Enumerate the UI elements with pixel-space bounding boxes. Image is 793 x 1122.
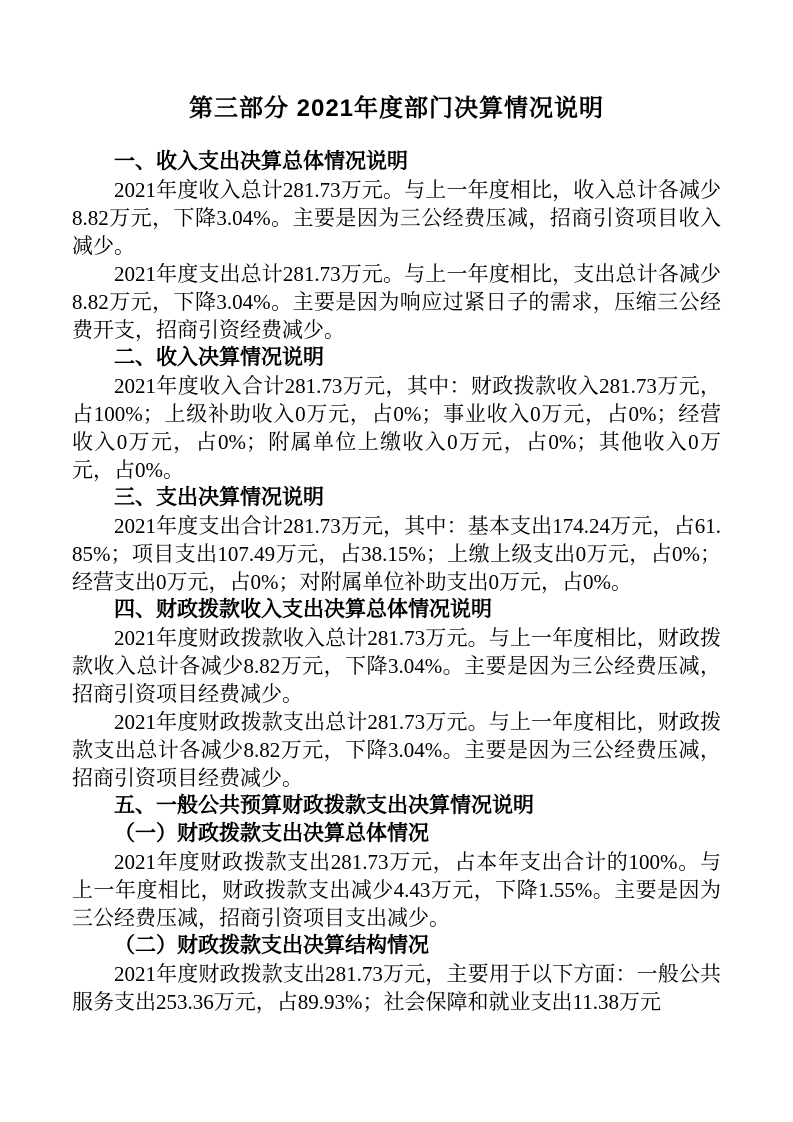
section-5-subsection-1-paragraph-1: 2021年度财政拨款支出281.73万元，占本年支出合计的100%。与上一年度相比，财政拨款支出减少4.43万元，下降1.55%。主要是因为三公经费压减，招商引资项目支出减少。 (72, 850, 721, 930)
section-5-subsection-2-paragraph-1: 2021年度财政拨款支出281.73万元，主要用于以下方面：一般公共服务支出253.36万元，占89.93%；社会保障和就业支出11.38万元 (72, 962, 721, 1014)
section-expenditure-details (72, 484, 721, 596)
section-1-paragraph-2: 2021年度支出总计281.73万元。与上一年度相比，支出总计各减少8.82万元，下降3.04%。主要是因为响应过紧日子的需求，压缩三公经费开支，招商引资经费减少。 (72, 262, 721, 342)
section-5-heading: 五、一般公共预算财政拨款支出决算情况说明 (114, 794, 534, 817)
section-general-public-budget (72, 792, 721, 1016)
section-4-heading: 四、财政拨款收入支出决算总体情况说明 (114, 598, 492, 621)
section-5-subsection-1-heading: （一）财政拨款支出决算总体情况 (114, 822, 429, 845)
section-income-expenditure-overview (72, 148, 721, 344)
subsection-expenditure-overall (72, 820, 721, 932)
section-1-paragraph-1: 2021年度收入总计281.73万元。与上一年度相比，收入总计各减少8.82万元，下降3.04%。主要是因为三公经费压减，招商引资项目收入减少。 (72, 178, 721, 258)
section-2-heading: 二、收入决算情况说明 (114, 346, 324, 369)
section-3-heading: 三、支出决算情况说明 (114, 486, 324, 509)
section-3-paragraph-1: 2021年度支出合计281.73万元，其中：基本支出174.24万元，占61.85%；项目支出107.49万元，占38.15%；上缴上级支出0万元，占0%；经营支出0万元，占0%；对附属单位补助支出0万元，占0%。 (72, 514, 721, 594)
section-income-details (72, 344, 721, 484)
section-4-paragraph-1: 2021年度财政拨款收入总计281.73万元。与上一年度相比，财政拨款收入总计各减少8.82万元，下降3.04%。主要是因为三公经费压减，招商引资项目经费减少。 (72, 626, 721, 706)
section-1-heading: 一、收入支出决算总体情况说明 (114, 150, 408, 173)
section-4-paragraph-2: 2021年度财政拨款支出总计281.73万元。与上一年度相比，财政拨款支出总计各减少8.82万元，下降3.04%。主要是因为三公经费压减，招商引资项目经费减少。 (72, 710, 721, 790)
section-fiscal-appropriation-overview (72, 596, 721, 792)
subsection-expenditure-structure (72, 932, 721, 1016)
document-title: 第三部分 2021年度部门决算情况说明 (188, 95, 605, 122)
section-5-subsection-2-heading: （二）财政拨款支出决算结构情况 (114, 934, 429, 957)
section-2-paragraph-1: 2021年度收入合计281.73万元，其中：财政拨款收入281.73万元，占100%；上级补助收入0万元，占0%；事业收入0万元，占0%；经营收入0万元，占0%；附属单位上缴收入0万元，占0%；其他收入0万元，占0%。 (72, 374, 721, 482)
